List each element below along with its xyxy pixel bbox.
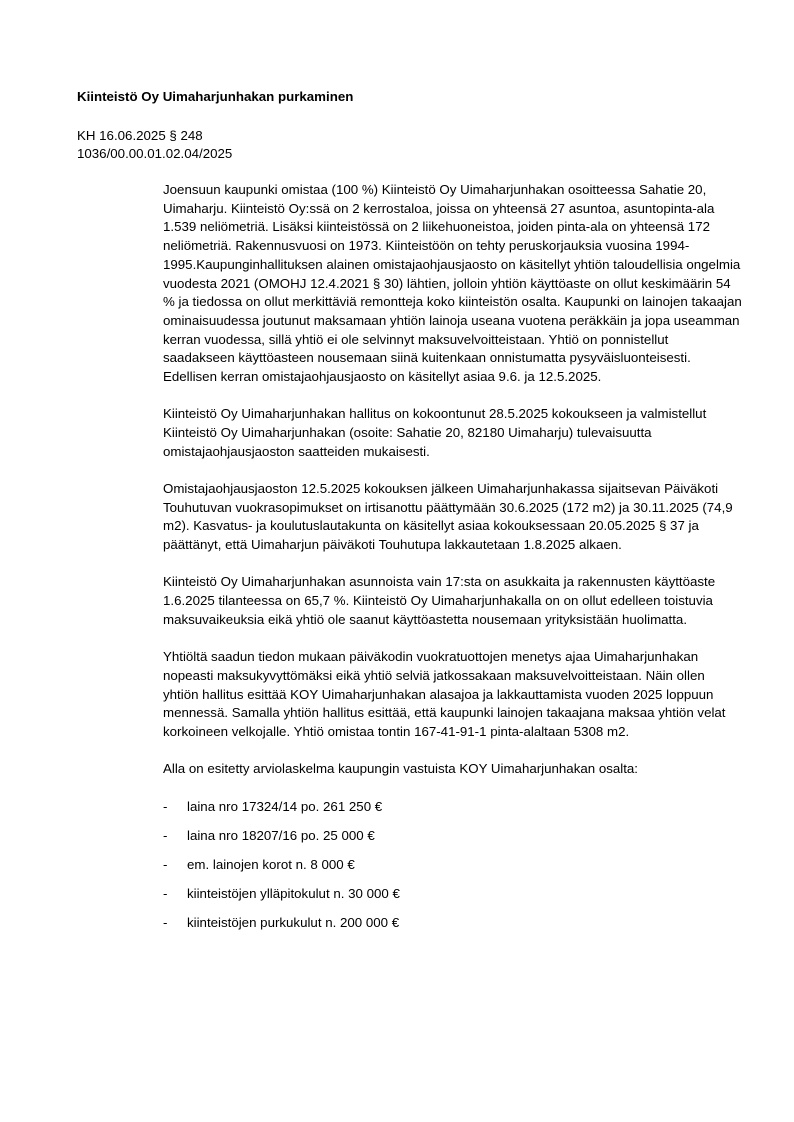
bullet-dash: - [163,856,168,872]
document-title: Kiinteistö Oy Uimaharjunhakan purkaminen [77,89,354,104]
record-id: 1036/00.00.01.02.04/2025 [77,146,233,161]
bullet-dash: - [163,914,168,930]
list-item-text: kiinteistöjen purkukulut n. 200 000 € [187,914,400,930]
list-item-text: kiinteistöjen ylläpitokulut n. 30 000 € [187,885,400,901]
list-item [163,914,743,943]
bullet-dash: - [163,798,168,814]
list-item-text: laina nro 17324/14 po. 261 250 € [187,798,383,814]
document-meta [77,127,232,163]
paragraph-board-meeting: Kiinteistö Oy Uimaharjunhakan hallitus on kokoontunut 28.5.2025 kokoukseen ja valmistellut Kiinteistö Oy Uimaharjunhakan (osoite: Sahatie 20, 82180 Uimaharju) tulevaisuutta omistajaohjausjaoston saatteiden mukaisesti. [163,406,707,459]
cost-estimate-list [163,798,743,943]
bullet-dash: - [163,827,168,843]
paragraph-board-proposal: Yhtiöltä saadun tiedon mukaan päiväkodin vuokratuottojen menetys ajaa Uimaharjunhakan nopeasti maksukyvyttömäksi eikä yhtiö selviä jatkossakaan maksuvelvoitteistaan. Näin ollen yhtiön hallitus esittää KOY Uimaharjunhakan alasajoa ja lakkauttamista vuoden 2025 loppuun mennessä. Samalla yhtiön hallitus esittää, että kaupunki lainojen takaajana maksaa yhtiön velat korkoineen velkojalle. Yhtiö omistaa tontin 167-41-91-1 pinta-alaltaan 5308 m2. [163,649,726,739]
document-body [163,181,743,943]
paragraph-cost-estimate-intro: Alla on esitetty arviolaskelma kaupungin vastuista KOY Uimaharjunhakan osalta: [163,761,639,777]
paragraph-occupancy: Kiinteistö Oy Uimaharjunhakan asunnoista vain 17:sta on asukkaita ja rakennusten käyttöaste 1.6.2025 tilanteessa on 65,7 %. Kiinteistö Oy Uimaharjunhakalla on on ollut edelleen toistuvia maksuvaikeuksia eikä yhtiö ole saanut käyttöastetta nousemaan yrityksistään huolimatta. [163,574,716,627]
decision-reference: KH 16.06.2025 § 248 [77,128,203,143]
paragraph-daycare-closure: Omistajaohjausjaoston 12.5.2025 kokouksen jälkeen Uimaharjunhakassa sijaitsevan Päiväkoti Touhutuvan vuokrasopimukset on irtisanottu päättymään 30.6.2025 (172 m2) ja 30.11.2025 (74,9 m2). Kasvatus- ja koulutuslautakunta on käsitellyt asiaa kokouksessaan 20.05.2025 § 37 ja päättänyt, että Uimaharjun päiväkoti Touhutupa lakkautetaan 1.8.2025 alkaen. [163,481,733,553]
list-item-text: laina nro 18207/16 po. 25 000 € [187,827,375,843]
list-item [163,827,743,856]
paragraph-ownership: Joensuun kaupunki omistaa (100 %) Kiinteistö Oy Uimaharjunhakan osoitteessa Sahatie 20, Uimaharju. Kiinteistö Oy:ssä on 2 kerrostaloa, joissa on yhteensä 27 asuntoa, asuntopinta-ala 1.539 neliömetriä. Lisäksi kiinteistössä on 2 liikehuoneistoa, joiden pinta-ala on yhteensä 172 neliömetriä. Rakennusvuosi on 1973. Kiinteistöön on tehty peruskorjauksia vuosina 1994-1995.Kaupunginhallituksen alainen omistajaohjausjaosto on käsitellyt yhtiön taloudellisia ongelmia vuodesta 2021 (OMOHJ 12.4.2021 § 30) lähtien, jolloin yhtiön käyttöaste on ollut keskimäärin 54 % ja tiedossa on ollut merkittäviä remontteja koko kiinteistön osalta. Kaupunki on lainojen takaajan ominaisuudessa joutunut maksamaan yhtiön lainoja useana vuotena peräkkäin ja jopa useamman kerran vuodessa, sillä yhtiö ei ole selvinnyt maksuvelvoitteistaan. Yhtiö on ponnistellut saadakseen käyttöasteen nousemaan siinä kuitenkaan onnistumatta pysyväisluonteisesti. Edellisen kerran omistajaohjausjaosto on käsitellyt asiaa 9.6. ja 12.5.2025. [163,182,742,385]
bullet-dash: - [163,885,168,901]
list-item [163,798,743,827]
list-item [163,885,743,914]
list-item [163,856,743,885]
list-item-text: em. lainojen korot n. 8 000 € [187,856,355,872]
